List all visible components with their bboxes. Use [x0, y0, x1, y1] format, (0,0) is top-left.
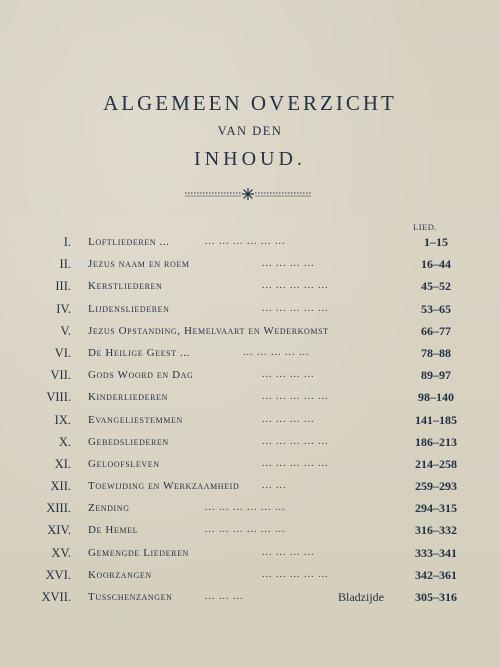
- column-header-lied: LIED.: [413, 222, 437, 232]
- toc-range: 1–15: [424, 235, 448, 249]
- toc-row: [0, 344, 500, 366]
- toc-bladzijde-prefix: Bladzijde: [338, 590, 384, 604]
- toc-numeral: XIV.: [47, 523, 71, 538]
- toc-row: [0, 588, 500, 610]
- toc-leader-dots: ... ... ... ... ...: [262, 435, 329, 447]
- toc-label: Gods Woord en Dag: [88, 369, 194, 382]
- page-heading-inhoud: INHOUD.: [194, 148, 306, 170]
- toc-numeral: XIII.: [46, 501, 71, 516]
- toc-leader-dots: ... ... ... ... ...: [262, 302, 329, 314]
- toc-numeral: II.: [59, 257, 71, 272]
- toc-leader-dots: ... ... ... ... ... ...: [205, 524, 286, 536]
- toc-label: Gemengde Liederen: [88, 546, 189, 559]
- toc-label: De Heilige Geest ...: [88, 346, 191, 359]
- toc-row: [0, 233, 500, 255]
- toc-numeral: VIII.: [46, 390, 71, 405]
- toc-row: [0, 544, 500, 566]
- toc-leader-dots: ... ... ... ...: [262, 413, 315, 425]
- toc-numeral: XVI.: [45, 567, 71, 582]
- toc-row: [0, 477, 500, 499]
- toc-range: 141–185: [415, 412, 457, 427]
- toc-numeral: XII.: [50, 479, 71, 494]
- toc-numeral: IX.: [54, 412, 71, 427]
- toc-row: [0, 300, 500, 322]
- toc-label: Jezus naam en roem: [88, 258, 190, 271]
- toc-range: 214–258: [415, 456, 457, 471]
- toc-leader-dots: ... ... ... ... ... ...: [205, 502, 286, 514]
- toc-leader-dots: ... ... ... ... ... ...: [205, 236, 286, 247]
- toc-row: [0, 499, 500, 521]
- toc-numeral: XVII.: [41, 590, 71, 604]
- page-subtitle: VAN DEN: [217, 124, 283, 138]
- toc-row: [0, 433, 500, 455]
- toc-label: Evangeliestemmen: [88, 413, 183, 426]
- toc-numeral: VI.: [54, 345, 71, 360]
- toc-label: Lijdensliederen: [88, 302, 170, 315]
- toc-leader-dots: ... ...: [262, 480, 287, 492]
- toc-row: [0, 255, 500, 277]
- toc-range: 333–341: [415, 545, 457, 560]
- toc-row: [0, 322, 500, 344]
- toc-row: [0, 455, 500, 477]
- toc-leader-dots: ... ... ... ...: [262, 369, 315, 381]
- toc-numeral: VII.: [50, 368, 71, 383]
- toc-range: 16–44: [421, 257, 451, 272]
- toc-leader-dots: ... ... ... ...: [262, 546, 315, 558]
- toc-range: 53–65: [421, 301, 451, 316]
- page-title: ALGEMEEN OVERZICHT: [103, 91, 397, 115]
- toc-leader-dots: ... ... ... ... ...: [262, 568, 329, 580]
- toc-label: Kinderliederen: [88, 391, 168, 404]
- toc-leader-dots: ... ... ... ... ...: [262, 280, 329, 292]
- toc-label: Koorzangen: [88, 568, 152, 581]
- toc-numeral: III.: [55, 279, 71, 294]
- toc-numeral: XV.: [51, 545, 71, 560]
- toc-numeral: IV.: [56, 301, 71, 316]
- toc-range: 186–213: [415, 434, 457, 449]
- table-of-contents: [0, 233, 500, 610]
- toc-label: Zending: [88, 502, 130, 515]
- toc-range: 66–77: [421, 323, 451, 338]
- toc-row: [0, 366, 500, 388]
- toc-numeral: X.: [58, 434, 71, 449]
- toc-range: 294–315: [415, 501, 457, 516]
- toc-range: 98–140: [418, 390, 454, 405]
- toc-numeral: I.: [63, 235, 71, 249]
- toc-row: [0, 411, 500, 433]
- toc-row: [0, 388, 500, 410]
- toc-range: 259–293: [415, 479, 457, 494]
- toc-leader-dots: ... ... ... ... ...: [243, 346, 310, 358]
- toc-label: Toewijding en Werkzaamheid: [88, 480, 240, 493]
- toc-label: De Hemel: [88, 524, 139, 537]
- toc-label: Loftliederen ...: [88, 236, 170, 248]
- toc-range: 78–88: [421, 345, 451, 360]
- toc-row: [0, 277, 500, 299]
- ornament-divider-icon: [183, 187, 313, 201]
- toc-label: Tusschenzangen: [88, 591, 173, 603]
- toc-range: 45–52: [421, 279, 451, 294]
- toc-range: 342–361: [415, 567, 457, 582]
- toc-row: [0, 521, 500, 543]
- toc-range: 305–316: [415, 590, 457, 604]
- toc-label: Gebedsliederen: [88, 435, 169, 448]
- toc-label: Geloofsleven: [88, 457, 160, 470]
- toc-range: 89–97: [421, 368, 451, 383]
- toc-label: Jezus Opstanding, Hemelvaart en Wederkomst: [88, 324, 329, 337]
- toc-label: Kerstliederen: [88, 280, 163, 293]
- toc-numeral: V.: [60, 323, 71, 338]
- toc-range: 316–332: [415, 523, 457, 538]
- toc-leader-dots: ... ... ...: [205, 591, 244, 602]
- toc-numeral: XI.: [54, 456, 71, 471]
- toc-row: [0, 566, 500, 588]
- toc-leader-dots: ... ... ... ... ...: [262, 457, 329, 469]
- toc-leader-dots: ... ... ... ...: [262, 258, 315, 270]
- toc-leader-dots: ... ... ... ... ...: [262, 391, 329, 403]
